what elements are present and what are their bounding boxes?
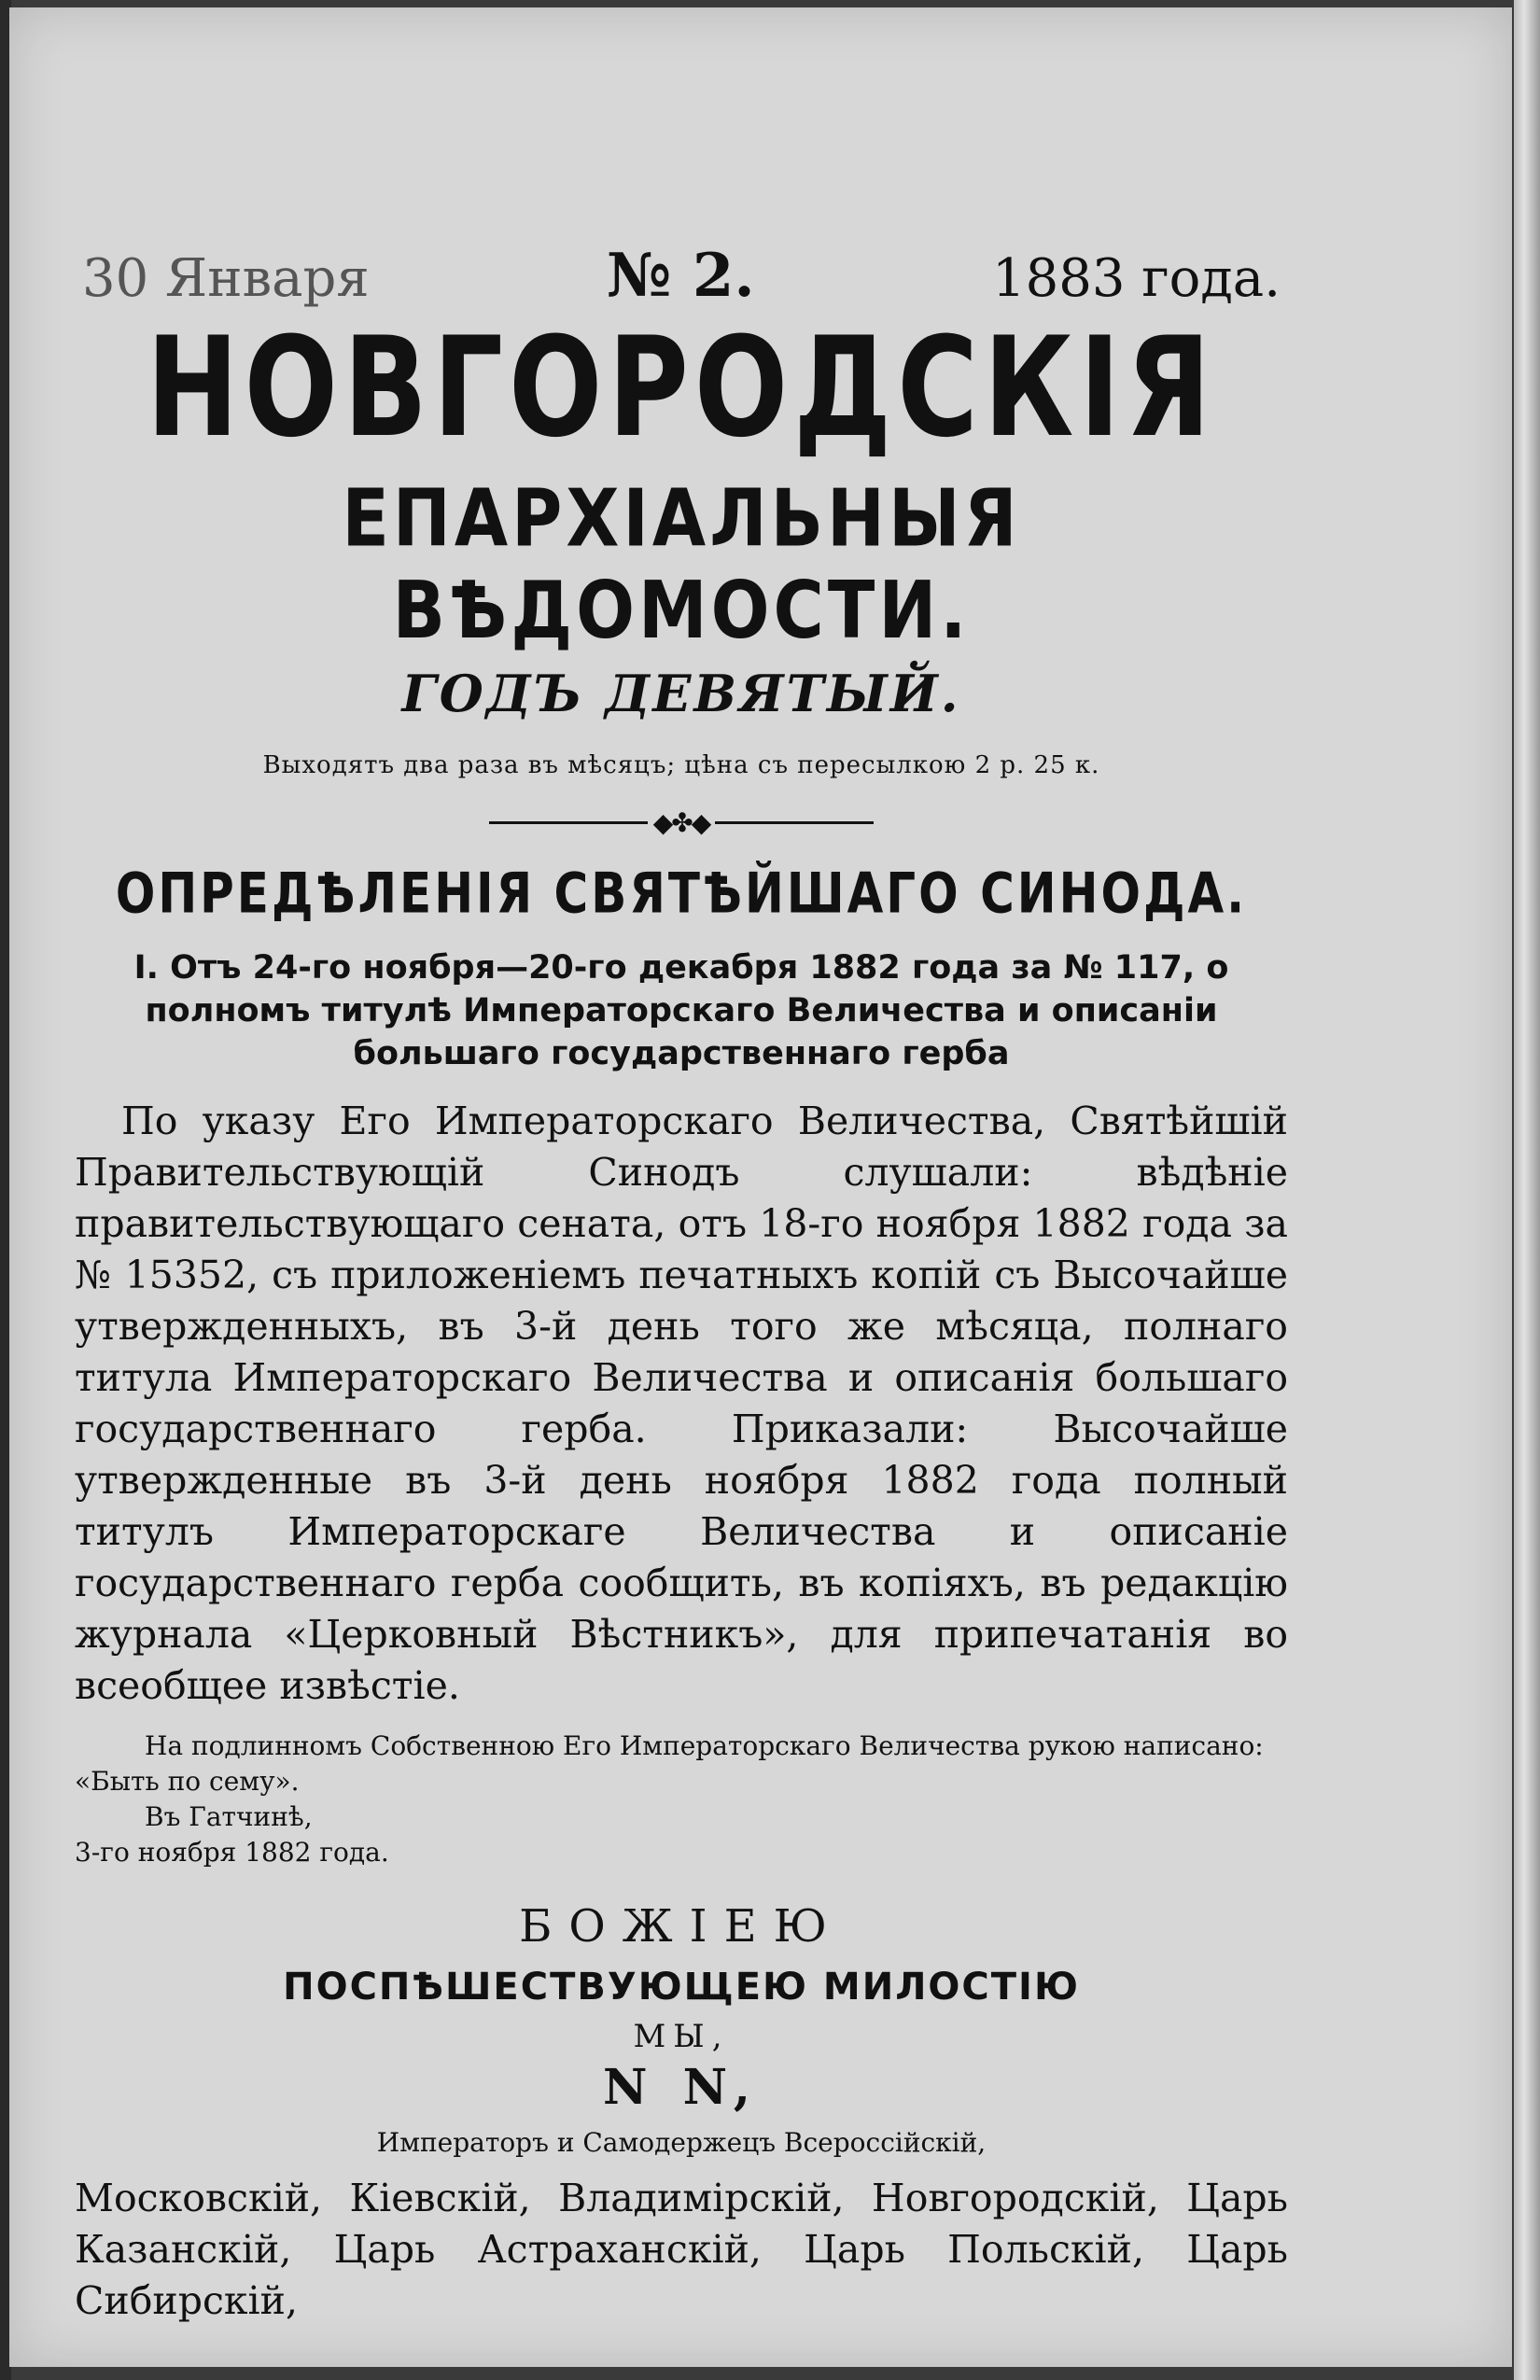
note-line: На подлинномъ Собственною Его Императорскаго Величества рукою написано: [145,1730,1264,1761]
proclamation-line: ПОСПѢШЕСТВУЮЩЕЮ МИЛОСТІЮ [283,1966,1080,2009]
proclamation-title: Императоръ и Самодержецъ Всероссійскій, [376,2127,987,2158]
publication-price: Выходятъ два раза въ мѣсяцъ; цѣна съ пересылкою 2 р. 25 к. [262,751,1100,779]
ornament-icon: ◆✤◆ [652,807,710,838]
issue-year: 1883 года. [991,248,1281,309]
volume-year: ГОДЪ ДЕВЯТЫЙ. [401,664,961,723]
issue-date: 30 Января [82,248,370,309]
page [9,7,1512,2367]
page-right-edge [1514,0,1540,2380]
section-heading: ОПРЕДѢЛЕНІЯ СВЯТѢЙШАГО СИНОДА. [115,861,1248,926]
newspaper-subtitle: ЕПАРХІАЛЬНЫЯ ВѢДОМОСТИ. [342,472,1021,657]
page-content [75,241,1288,2327]
ornament-divider [75,807,1288,838]
proclamation-name: N N, [603,2059,760,2116]
note-line: «Быть по сему». [75,1766,300,1797]
signature-note [75,1729,1288,1870]
imperial-titles: Московскій, Кіевскій, Владимірскій, Новгородскій, Царь Казанскій, Царь Астраханскій, Царь Польскій, Царь Сибирскій, [75,2176,1288,2323]
divider-line-left [489,821,648,824]
note-date: 3-го ноября 1882 года. [75,1837,389,1868]
issue-number: № 2. [607,241,755,311]
divider-line-right [715,821,874,824]
newspaper-title: НОВГОРОДСКІЯ [146,306,1217,468]
proclamation-line: МЫ, [633,2018,730,2055]
decree-body: По указу Его Императорскаго Величества, Святѣйшій Правительствующій Синодъ слушали: вѣдѣніе правительствующаго сената, отъ 18-го ноября 1882 года за № 15352, съ приложеніемъ печатныхъ копій съ Высочайше утвержденныхъ, въ 3-й день того же мѣсяца, полнаго титула Императорскаго Величества и описанія большаго государственнаго герба. Приказали: Высочайше утвержденные въ 3-й день ноября 1882 года полный титулъ Императорскаге Величества и описаніе государственнаго герба сообщить, въ копіяхъ, въ редакцію журнала «Церковный Вѣстникъ», для припечатанія во всеобщее извѣстіе. [75,1099,1288,1708]
proclamation-line: БОЖІЕЮ [519,1900,844,1953]
decree-heading: I. Отъ 24-го ноября—20-го декабря 1882 года за № 117, о полномъ титулѣ Императорскаго Величества и описаніи большаго государственнаго герба [133,949,1229,1072]
note-place: Въ Гатчинѣ, [145,1801,313,1832]
issue-line [75,241,1288,311]
